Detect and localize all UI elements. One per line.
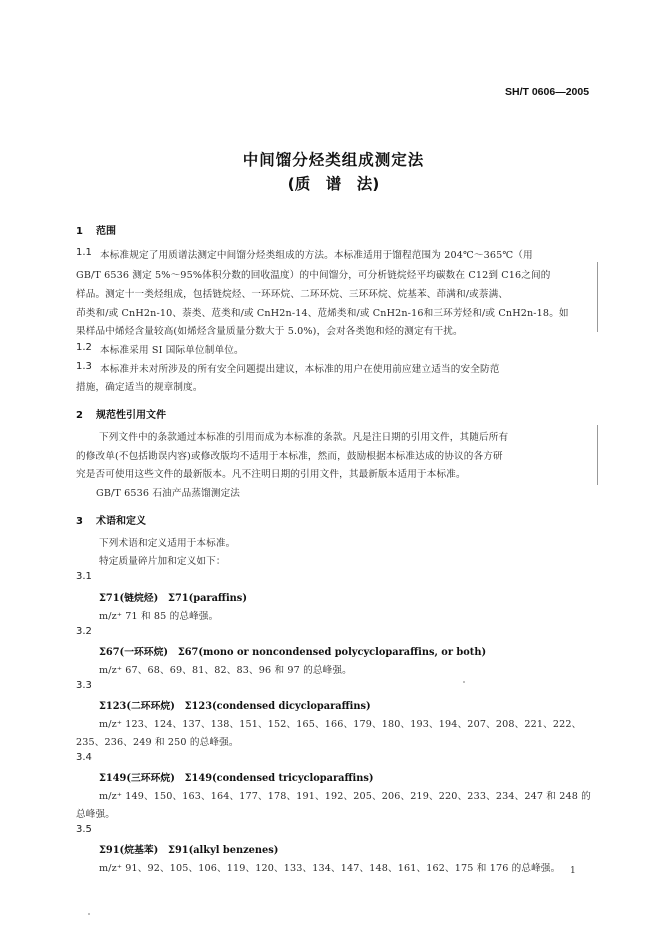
term-3-2-number: 3.2: [76, 626, 92, 637]
term-3-3-definition-line-1: m/z⁺ 123、124、137、138、151、152、165、166、179、180、193、194、207、208、221、222、: [99, 719, 582, 730]
page-number: 1: [570, 866, 576, 876]
term-3-2-name: Σ67(一环环烷) Σ67(mono or noncondensed polycycloparaffins, or both): [99, 647, 487, 658]
clause-1-3-line-2: 措施，确定适当的规章制度。: [76, 382, 203, 393]
clause-1-1-number: 1.1: [76, 247, 92, 258]
term-3-5-name: Σ91(烷基苯) Σ91(alkyl benzenes): [99, 845, 279, 856]
section-2-para-line-1: 下列文件中的条款通过本标准的引用而成为本标准的条款。凡是注日期的引用文件，其随后所有: [99, 432, 509, 443]
scan-speck: [463, 681, 465, 683]
term-3-1-number: 3.1: [76, 571, 92, 582]
clause-1-3-line-1: 本标准并未对所涉及的所有安全问题提出建议，本标准的用户在使用前应建立适当的安全防范: [100, 364, 500, 375]
clause-1-1-line-1: 本标准规定了用质谱法测定中间馏分烃类组成的方法。本标准适用于馏程范围为 204℃～365℃（用: [100, 250, 533, 261]
term-3-4-definition-line-2: 总峰强。: [76, 809, 115, 820]
section-3-intro-2: 特定质量碎片加和定义如下：: [99, 556, 226, 567]
section-2-heading: 2 规范性引用文件: [76, 410, 166, 421]
clause-1-1-line-2: GB/T 6536 测定 5%～95%体积分数的回收温度）的中间馏分，可分析链烷烃平均碳数在 C12到 C16之间的: [76, 270, 551, 281]
term-3-3-definition-line-2: 235、236、249 和 250 的总峰强。: [76, 737, 239, 748]
clause-1-1-line-5: 果样品中烯烃含量较高(如烯烃含量质量分数大于 5.0%)，会对各类饱和烃的测定有干扰。: [76, 326, 463, 337]
term-3-1-definition: m/z⁺ 71 和 85 的总峰强。: [99, 611, 219, 622]
revision-margin-bar: [597, 425, 598, 485]
standard-number: SH/T 0606—2005: [505, 86, 590, 98]
clause-1-3-number: 1.3: [76, 361, 92, 372]
normative-reference: GB/T 6536 石油产品蒸馏测定法: [96, 488, 241, 499]
term-3-5-number: 3.5: [76, 824, 92, 835]
section-2-para-line-3: 究是否可使用这些文件的最新版本。凡不注明日期的引用文件，其最新版本适用于本标准。: [76, 469, 466, 480]
scan-speck: [88, 913, 90, 915]
section-3-intro-1: 下列术语和定义适用于本标准。: [99, 538, 236, 549]
clause-1-2-text: 本标准采用 SI 国际单位制单位。: [100, 345, 244, 356]
clause-1-1-line-3: 样品。测定十一类烃组成，包括链烷烃、一环环烷、二环环烷、三环环烷、烷基苯、茚满和/或萘满、: [76, 289, 509, 300]
clause-1-1-line-4: 茚类和/或 CnH2n-10、萘类、苊类和/或 CnH2n-14、苊烯类和/或 CnH2n-16和三环芳烃和/或 CnH2n-18。如: [76, 308, 569, 319]
term-3-3-number: 3.3: [76, 680, 92, 691]
revision-margin-bar: [597, 262, 598, 332]
clause-1-2-number: 1.2: [76, 342, 92, 353]
section-1-heading: 1 范围: [76, 226, 116, 237]
term-3-5-definition: m/z⁺ 91、92、105、106、119、120、133、134、147、148、161、162、175 和 176 的总峰强。: [99, 863, 561, 874]
document-subtitle: (质 谱 法): [287, 175, 380, 193]
section-2-para-line-2: 的修改单(不包括勘误内容)或修改版均不适用于本标准，然而，鼓励根据本标准达成的协议的各方研: [76, 451, 503, 462]
term-3-4-definition-line-1: m/z⁺ 149、150、163、164、177、178、191、192、205、206、219、220、233、234、247 和 248 的: [99, 791, 591, 802]
term-3-3-name: Σ123(二环环烷) Σ123(condensed dicycloparaffins): [99, 701, 371, 712]
term-3-2-definition: m/z⁺ 67、68、69、81、82、83、96 和 97 的总峰强。: [99, 665, 352, 676]
term-3-4-number: 3.4: [76, 752, 92, 763]
term-3-4-name: Σ149(三环环烷) Σ149(condensed tricycloparaffins): [99, 773, 374, 784]
section-3-heading: 3 术语和定义: [76, 516, 146, 527]
document-title: 中间馏分烃类组成测定法: [242, 151, 425, 169]
term-3-1-name: Σ71(链烷烃) Σ71(paraffins): [99, 593, 247, 604]
